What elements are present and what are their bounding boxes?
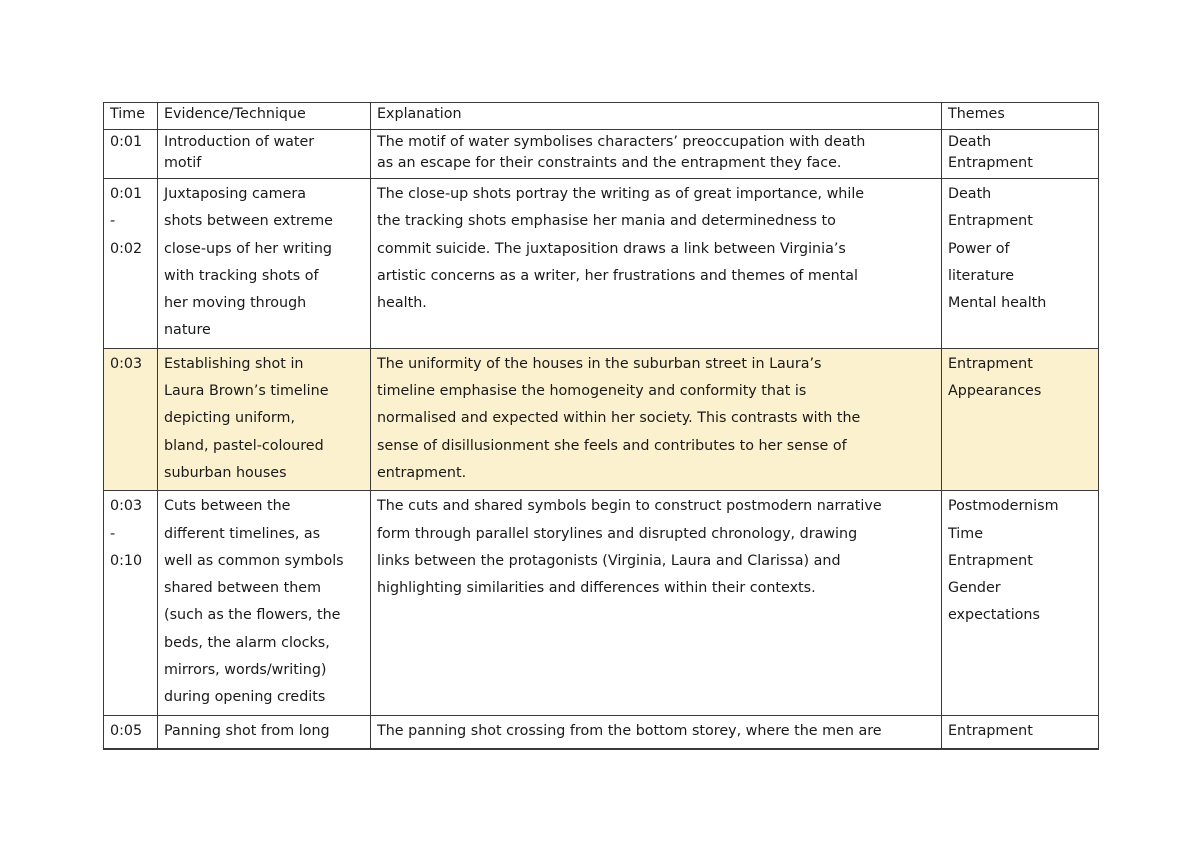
time-line: - — [110, 525, 116, 542]
time-cell — [104, 491, 158, 715]
explanation-cell — [371, 715, 942, 749]
explanation-line: as an escape for their constraints and the entrapment they face. — [377, 155, 842, 171]
evidence-line: well as common symbols — [164, 552, 344, 569]
time-cell — [104, 715, 158, 749]
evidence-line: beds, the alarm clocks, — [164, 634, 330, 651]
theme-line: literature — [948, 267, 1015, 284]
themes-cell — [942, 130, 1099, 179]
evidence-line: mirrors, words/writing) — [164, 662, 327, 679]
explanation-line: highlighting similarities and differences within their contexts. — [377, 580, 816, 597]
time-line: 0:10 — [110, 552, 143, 569]
time-line: 0:05 — [110, 722, 143, 739]
theme-line: Entrapment — [948, 355, 1033, 372]
theme-line: Gender — [948, 580, 1001, 597]
explanation-line: The panning shot crossing from the bottom storey, where the men are — [377, 722, 882, 739]
header-time: Time — [104, 103, 158, 130]
explanation-line: The motif of water symbolises characters’ preoccupation with death — [377, 134, 866, 150]
time-cell — [104, 130, 158, 179]
explanation-line: The uniformity of the houses in the suburban street in Laura’s — [377, 355, 822, 372]
table-row — [104, 491, 1099, 715]
evidence-line: shared between them — [164, 580, 322, 597]
explanation-cell — [371, 491, 942, 715]
time-line: 0:01 — [110, 134, 143, 150]
theme-line: expectations — [948, 607, 1040, 624]
evidence-line: her moving through — [164, 295, 307, 312]
time-cell — [104, 179, 158, 349]
evidence-line: Establishing shot in — [164, 355, 304, 372]
evidence-line: close-ups of her writing — [164, 240, 332, 257]
time-line: 0:03 — [110, 355, 143, 372]
evidence-line: (such as the flowers, the — [164, 607, 341, 624]
explanation-line: normalised and expected within her society. This contrasts with the — [377, 410, 861, 427]
theme-line: Postmodernism — [948, 498, 1059, 515]
evidence-line: Cuts between the — [164, 498, 291, 515]
header-explanation: Explanation — [371, 103, 942, 130]
evidence-line: Introduction of water — [164, 134, 315, 150]
explanation-line: entrapment. — [377, 464, 467, 481]
explanation-line: health. — [377, 295, 427, 312]
evidence-cell — [158, 491, 371, 715]
time-line: - — [110, 213, 116, 230]
time-line: 0:02 — [110, 240, 143, 257]
explanation-line: the tracking shots emphasise her mania and determinedness to — [377, 213, 836, 230]
explanation-line: artistic concerns as a writer, her frustrations and themes of mental — [377, 267, 859, 284]
explanation-line: The cuts and shared symbols begin to construct postmodern narrative — [377, 498, 882, 515]
evidence-line: with tracking shots of — [164, 267, 319, 284]
evidence-line: Juxtaposing camera — [164, 186, 307, 202]
time-cell — [104, 348, 158, 490]
evidence-line: depicting uniform, — [164, 410, 296, 427]
theme-line: Entrapment — [948, 213, 1033, 230]
table-row — [104, 179, 1099, 349]
table-row — [104, 715, 1099, 749]
theme-line: Time — [948, 525, 983, 542]
evidence-line: nature — [164, 322, 211, 339]
explanation-cell — [371, 179, 942, 349]
explanation-line: form through parallel storylines and disrupted chronology, drawing — [377, 525, 858, 542]
theme-line: Power of — [948, 240, 1010, 257]
header-themes: Themes — [942, 103, 1099, 130]
explanation-line: links between the protagonists (Virginia, Laura and Clarissa) and — [377, 552, 841, 569]
evidence-line: during opening credits — [164, 689, 326, 706]
evidence-line: different timelines, as — [164, 525, 321, 542]
theme-line: Death — [948, 186, 992, 202]
theme-line: Entrapment — [948, 552, 1033, 569]
evidence-line: motif — [164, 155, 202, 171]
evidence-cell — [158, 715, 371, 749]
explanation-line: timeline emphasise the homogeneity and conformity that is — [377, 383, 807, 400]
evidence-line: Laura Brown’s timeline — [164, 383, 329, 400]
header-evidence: Evidence/Technique — [158, 103, 371, 130]
evidence-cell — [158, 348, 371, 490]
explanation-line: The close-up shots portray the writing as of great importance, while — [377, 186, 865, 202]
evidence-cell — [158, 130, 371, 179]
table-header-row — [104, 103, 1099, 130]
explanation-cell — [371, 348, 942, 490]
time-line: 0:01 — [110, 186, 143, 202]
film-analysis-table — [103, 102, 1099, 750]
themes-cell — [942, 715, 1099, 749]
explanation-line: sense of disillusionment she feels and contributes to her sense of — [377, 437, 847, 454]
explanation-cell — [371, 130, 942, 179]
evidence-line: bland, pastel-coloured — [164, 437, 324, 454]
evidence-line: shots between extreme — [164, 213, 333, 230]
theme-line: Death — [948, 134, 992, 150]
theme-line: Entrapment — [948, 722, 1033, 739]
time-line: 0:03 — [110, 498, 143, 515]
themes-cell — [942, 179, 1099, 349]
theme-line: Entrapment — [948, 155, 1033, 171]
evidence-cell — [158, 179, 371, 349]
evidence-line: Panning shot from long — [164, 722, 330, 739]
table-row — [104, 130, 1099, 179]
explanation-line: commit suicide. The juxtaposition draws a link between Virginia’s — [377, 240, 846, 257]
themes-cell — [942, 348, 1099, 490]
evidence-line: suburban houses — [164, 464, 287, 481]
table-row-highlighted — [104, 348, 1099, 490]
theme-line: Mental health — [948, 295, 1047, 312]
themes-cell — [942, 491, 1099, 715]
theme-line: Appearances — [948, 383, 1042, 400]
